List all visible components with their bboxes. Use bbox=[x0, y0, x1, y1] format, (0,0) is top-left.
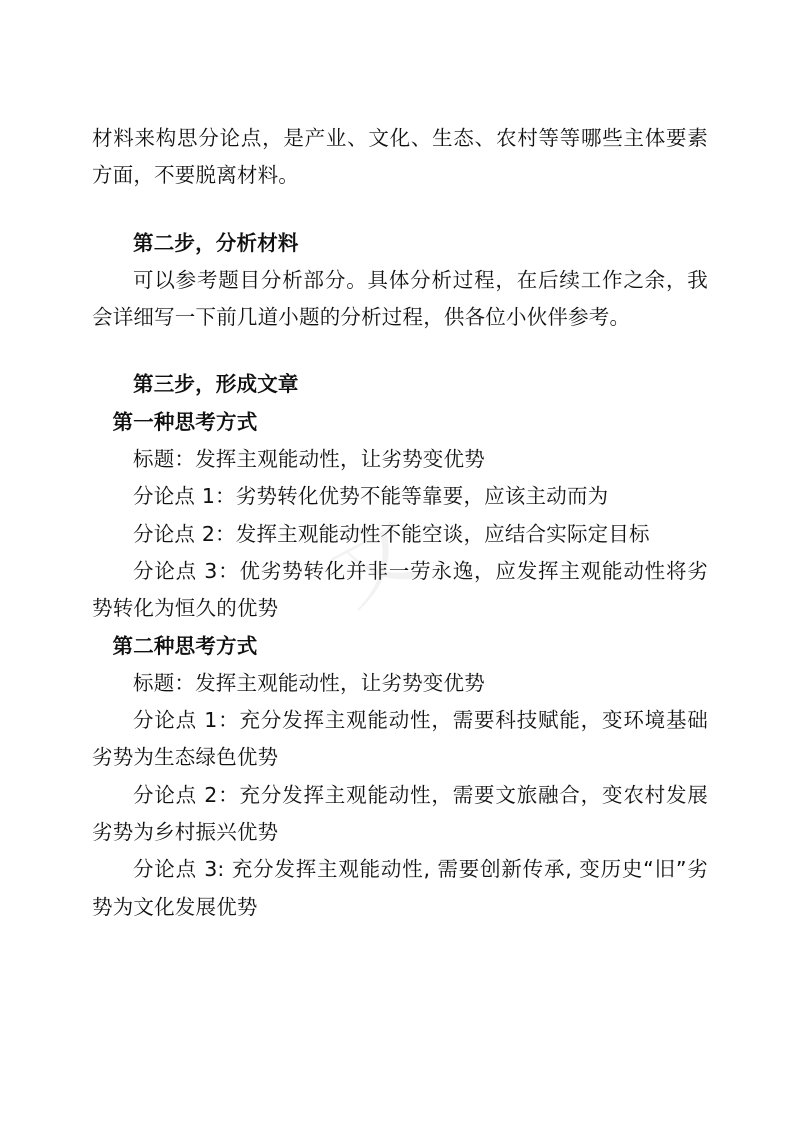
method-one-heading: 第一种思考方式 bbox=[112, 409, 258, 434]
step-two-body: 可以参考题目分析部分。具体分析过程，在后续工作之余，我会详细写一下前几道小题的分析过程，供各位小伙伴参考。 bbox=[92, 267, 708, 330]
method-two-title: 标题：发挥主观能动性，让劣势变优势 bbox=[133, 670, 485, 695]
method-two-point-2: 分论点 2：充分发挥主观能动性，需要文旅融合，变农村发展劣势为乡村振兴优势 bbox=[92, 782, 708, 845]
intro-paragraph: 材料来构思分论点，是产业、文化、生态、农村等等哪些主体要素方面，不要脱离材料。 bbox=[92, 126, 708, 188]
method-two-heading: 第二种思考方式 bbox=[112, 633, 258, 658]
method-two-point-3: 分论点 3: 充分发挥主观能动性, 需要创新传承, 变历史“旧”劣势为文化发展优势 bbox=[92, 857, 708, 919]
step-two-heading: 第二步，分析材料 bbox=[133, 230, 299, 255]
method-one-point-3: 分论点 3：优劣势转化并非一劳永逸，应发挥主观能动性将劣势转化为恒久的优势 bbox=[92, 558, 708, 621]
document-body bbox=[92, 120, 708, 926]
spacer bbox=[92, 195, 708, 225]
method-one-point-1: 分论点 1：劣势转化优势不能等靠要，应该主动而为 bbox=[133, 484, 609, 509]
method-one-title: 标题：发挥主观能动性，让劣势变优势 bbox=[133, 447, 485, 472]
spacer bbox=[92, 336, 708, 366]
step-three-heading: 第三步，形成文章 bbox=[133, 372, 299, 397]
method-two-point-1: 分论点 1：充分发挥主观能动性，需要科技赋能，变环境基础劣势为生态绿色优势 bbox=[92, 708, 708, 770]
method-one-point-2: 分论点 2：发挥主观能动性不能空谈，应结合实际定目标 bbox=[133, 521, 650, 546]
watermark-text: 文 bbox=[314, 498, 436, 625]
